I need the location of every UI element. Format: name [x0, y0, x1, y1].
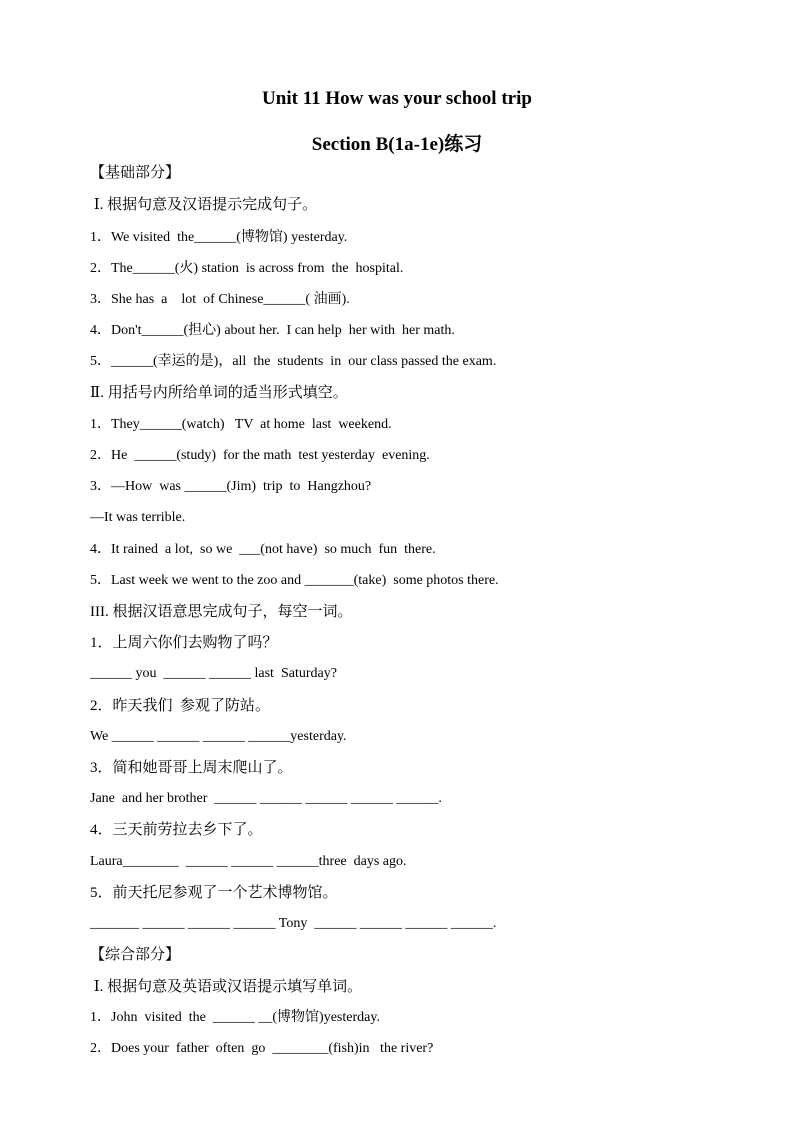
document-subtitle: Section B(1a-1e)练习	[311, 134, 483, 155]
exercise-line: 5．前天托尼参观了一个艺术博物馆。	[90, 885, 338, 901]
exercise-line: We ______ ______ ______ ______yesterday.	[90, 729, 347, 744]
part-heading: Ⅰ. 根据句意及汉语提示完成句子。	[90, 197, 318, 213]
section-heading-basic: 【基础部分】	[90, 165, 181, 181]
exercise-line: Jane and her brother ______ ______ ______ ______ ______.	[90, 791, 442, 806]
exercise-line: 1．They______(watch) TV at home last weekend.	[90, 417, 392, 432]
exercise-line: 2．昨天我们 参观了防站。	[90, 698, 271, 714]
exercise-line: 4．Don't______(担心) about her. I can help her with her math.	[90, 323, 455, 338]
exercise-line: 2．The______(火) station is across from the hospital.	[90, 261, 404, 276]
exercise-line: _______ ______ ______ ______ Tony ______ ______ ______ ______.	[90, 916, 497, 931]
exercise-line: 2．Does your father often go ________(fish)in the river?	[90, 1041, 434, 1056]
exercise-line: 4．It rained a lot, so we ___(not have) so much fun there.	[90, 542, 436, 557]
part-heading: Ⅰ. 根据句意及英语或汉语提示填写单词。	[90, 979, 363, 995]
part-heading: Ⅱ. 用括号内所给单词的适当形式填空。	[90, 385, 348, 401]
exercise-line: 3．简和她哥哥上周末爬山了。	[90, 760, 293, 776]
exercise-line: 1．We visited the______(博物馆) yesterday.	[90, 230, 348, 245]
exercise-line: 5．______(幸运的是)，all the students in our class passed the exam.	[90, 354, 497, 369]
exercise-line: 5．Last week we went to the zoo and _______(take) some photos there.	[90, 573, 499, 588]
exercise-line: 1．John visited the ______ __(博物馆)yesterday.	[90, 1010, 380, 1025]
section-heading-comprehensive: 【综合部分】	[90, 947, 181, 963]
exercise-line: 3．She has a lot of Chinese______( 油画).	[90, 292, 350, 307]
exercise-line: 3．—How was ______(Jim) trip to Hangzhou?	[90, 479, 372, 494]
exercise-line: Laura________ ______ ______ ______three days ago.	[90, 854, 407, 869]
exercise-line: 4．三天前劳拉去乡下了。	[90, 822, 263, 838]
exercise-line: —It was terrible.	[90, 510, 186, 525]
exercise-line: 1．上周六你们去购物了吗？	[90, 635, 278, 651]
document-title: Unit 11 How was your school trip	[262, 88, 532, 109]
exercise-line: 2．He ______(study) for the math test yesterday evening.	[90, 448, 430, 463]
part-heading: III. 根据汉语意思完成句子，每空一词。	[90, 604, 353, 620]
exercise-line: ______ you ______ ______ last Saturday?	[90, 666, 337, 681]
